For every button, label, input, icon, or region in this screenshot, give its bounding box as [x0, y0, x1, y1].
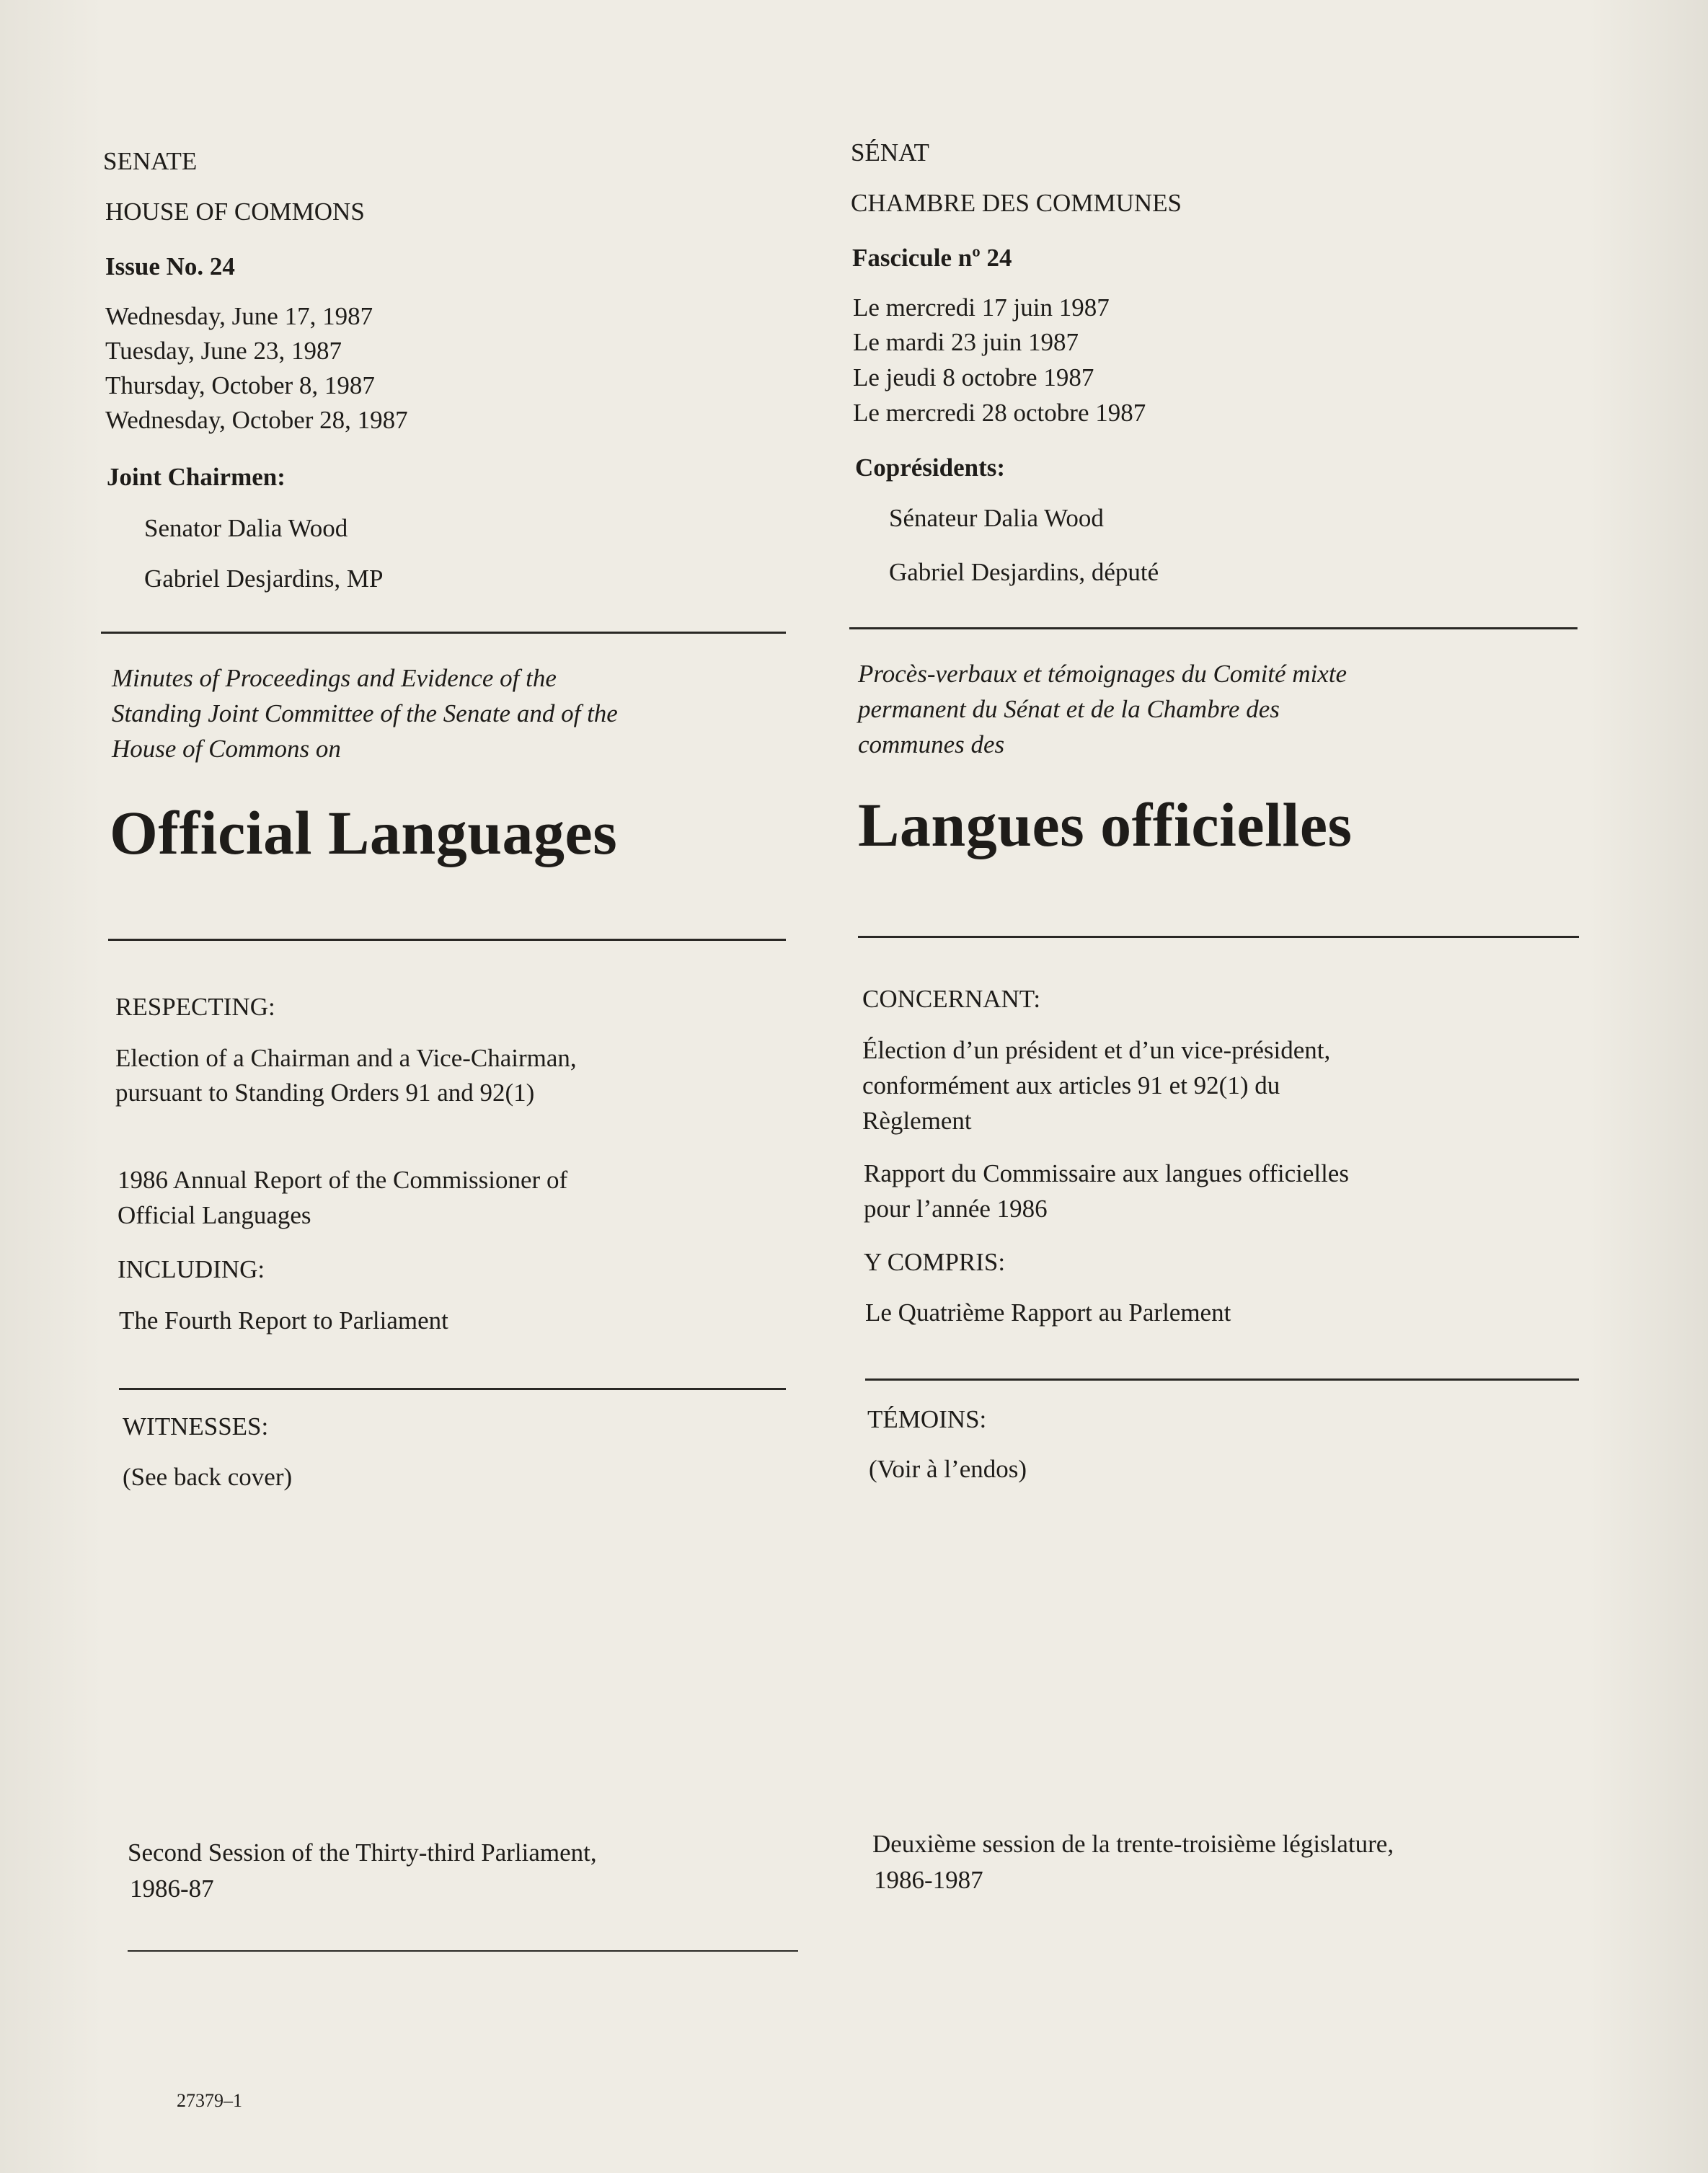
minutes-line-2: Standing Joint Committee of the Senate and of the — [112, 699, 618, 727]
divider — [865, 1378, 1579, 1381]
session-line-2: 1986-87 — [130, 1875, 214, 1903]
issue-number: Issue No. 24 — [105, 252, 235, 280]
respecting-item-2-line-2: pour l’année 1986 — [864, 1195, 1048, 1223]
divider — [101, 632, 786, 634]
chairs-heading: Joint Chairmen: — [107, 463, 286, 491]
date-3: Thursday, October 8, 1987 — [105, 371, 375, 399]
including-item: The Fourth Report to Parliament — [119, 1306, 448, 1335]
date-2: Le mardi 23 juin 1987 — [853, 328, 1079, 356]
divider — [849, 627, 1578, 629]
minutes-line-1: Minutes of Proceedings and Evidence of the — [112, 664, 557, 692]
date-4: Wednesday, October 28, 1987 — [105, 406, 408, 434]
respecting-item-2-line-2: Official Languages — [118, 1201, 311, 1229]
including-heading: INCLUDING: — [118, 1255, 265, 1283]
respecting-item-1-line-1: Election of a Chairman and a Vice-Chairman, — [115, 1044, 577, 1072]
chamber-senate: SENATE — [103, 147, 198, 175]
session-line-1: Deuxième session de la trente-troisième législature, — [872, 1830, 1394, 1858]
print-code: 27379–1 — [177, 2090, 242, 2111]
date-1: Le mercredi 17 juin 1987 — [853, 293, 1110, 322]
chair-1: Senator Dalia Wood — [144, 514, 348, 542]
date-1: Wednesday, June 17, 1987 — [105, 302, 373, 330]
respecting-heading: CONCERNANT: — [862, 985, 1041, 1013]
committee-title: Official Languages — [110, 798, 618, 867]
respecting-item-1-line-3: Règlement — [862, 1107, 972, 1135]
witnesses-note: (See back cover) — [123, 1463, 293, 1491]
session-line-1: Second Session of the Thirty-third Parliament, — [128, 1838, 597, 1867]
chamber-senat: SÉNAT — [851, 138, 929, 167]
witnesses-heading: TÉMOINS: — [867, 1405, 987, 1433]
divider — [119, 1388, 786, 1390]
including-heading: Y COMPRIS: — [864, 1248, 1006, 1276]
respecting-item-1-line-2: pursuant to Standing Orders 91 and 92(1) — [115, 1079, 535, 1107]
divider — [128, 1950, 798, 1952]
chamber-communes: CHAMBRE DES COMMUNES — [851, 189, 1182, 217]
minutes-line-3: House of Commons on — [112, 735, 341, 763]
minutes-line-3: communes des — [858, 730, 1005, 758]
minutes-line-2: permanent du Sénat et de la Chambre des — [858, 695, 1280, 723]
divider — [858, 936, 1579, 938]
date-4: Le mercredi 28 octobre 1987 — [853, 399, 1146, 427]
session-line-2: 1986-1987 — [874, 1866, 983, 1894]
date-3: Le jeudi 8 octobre 1987 — [853, 363, 1094, 391]
respecting-heading: RESPECTING: — [115, 993, 275, 1021]
chairs-heading: Coprésidents: — [855, 453, 1006, 482]
minutes-line-1: Procès-verbaux et témoignages du Comité mixte — [858, 660, 1348, 688]
including-item: Le Quatrième Rapport au Parlement — [865, 1298, 1231, 1327]
issue-number: Fascicule nº 24 — [852, 244, 1012, 272]
witnesses-note: (Voir à l’endos) — [869, 1455, 1027, 1483]
committee-title: Langues officielles — [858, 790, 1353, 859]
divider — [108, 939, 786, 941]
witnesses-heading: WITNESSES: — [123, 1412, 269, 1440]
chair-2: Gabriel Desjardins, député — [889, 558, 1159, 586]
respecting-item-2-line-1: 1986 Annual Report of the Commissioner of — [118, 1166, 568, 1194]
chair-1: Sénateur Dalia Wood — [889, 504, 1104, 532]
respecting-item-1-line-1: Élection d’un président et d’un vice-président, — [862, 1036, 1331, 1064]
respecting-item-2-line-1: Rapport du Commissaire aux langues officielles — [864, 1159, 1349, 1187]
chamber-commons: HOUSE OF COMMONS — [105, 198, 365, 226]
chair-2: Gabriel Desjardins, MP — [144, 565, 384, 593]
respecting-item-1-line-2: conformément aux articles 91 et 92(1) du — [862, 1071, 1280, 1099]
date-2: Tuesday, June 23, 1987 — [105, 337, 342, 365]
